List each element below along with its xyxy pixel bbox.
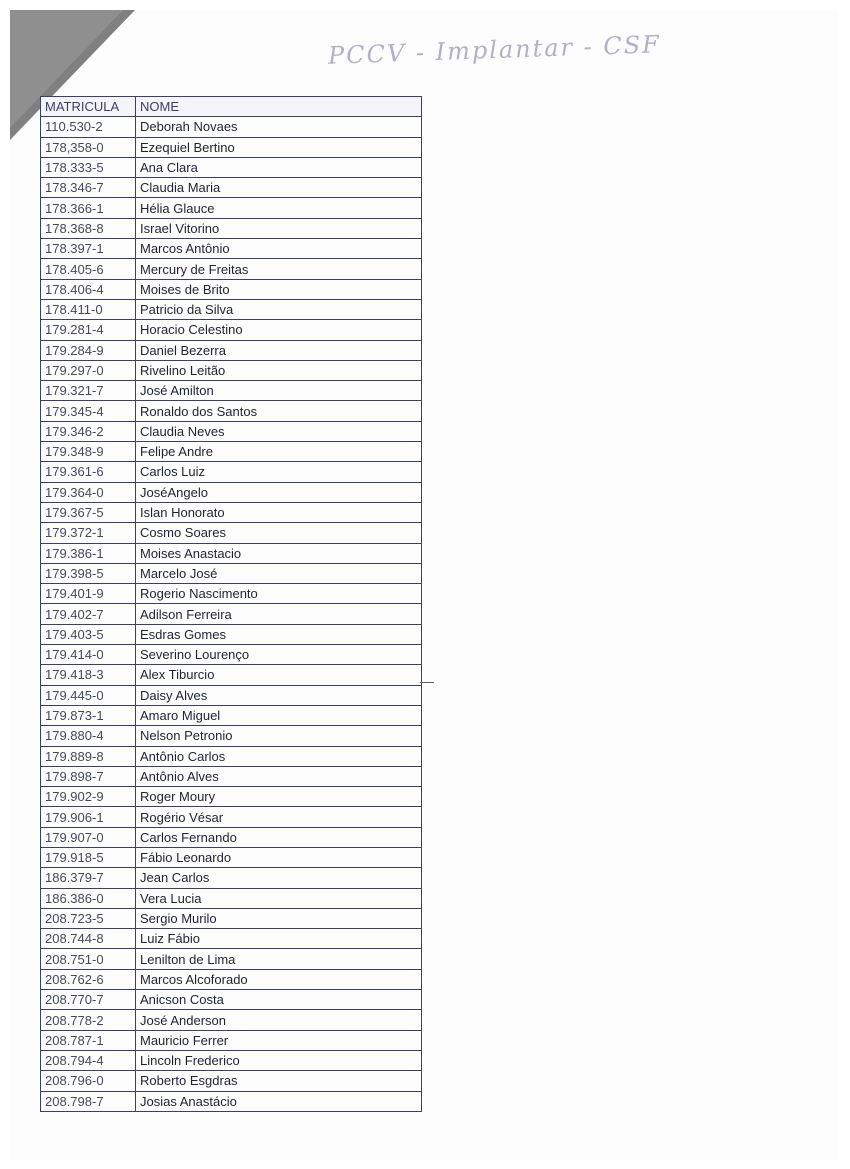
table-row [41,563,422,583]
nome-cell: Felipe Andre [136,442,422,462]
nome-cell: Rogério Vésar [136,807,422,827]
matricula-cell: 178.368-8 [41,218,136,238]
table-row [41,279,422,299]
matricula-cell: 178.333-5 [41,157,136,177]
nome-cell: José Amilton [136,381,422,401]
nome-cell: Daisy Alves [136,685,422,705]
table-row [41,827,422,847]
nome-cell: Moises Anastacio [136,543,422,563]
table-row [41,421,422,441]
matricula-cell: 208.798-7 [41,1091,136,1111]
matricula-cell: 186.386-0 [41,888,136,908]
nome-cell: Daniel Bezerra [136,340,422,360]
matricula-cell: 179.445-0 [41,685,136,705]
table-row [41,1030,422,1050]
nome-cell: Horacio Celestino [136,320,422,340]
matricula-cell: 179.361-6 [41,462,136,482]
table-row [41,746,422,766]
table-row [41,1010,422,1030]
matricula-cell: 179.386-1 [41,543,136,563]
nome-cell: Rivelino Leitão [136,360,422,380]
matricula-cell: 208.770-7 [41,990,136,1010]
table-row [41,705,422,725]
matricula-cell: 179.880-4 [41,726,136,746]
table-row [41,137,422,157]
table-row [41,787,422,807]
matricula-cell: 179.398-5 [41,563,136,583]
matricula-cell: 179.321-7 [41,381,136,401]
matricula-cell: 179.348-9 [41,442,136,462]
matricula-cell: 178.366-1 [41,198,136,218]
matricula-cell: 208.796-0 [41,1071,136,1091]
table-row [41,299,422,319]
table-row [41,543,422,563]
nome-cell: Mercury de Freitas [136,259,422,279]
table-row [41,482,422,502]
matricula-cell: 178.411-0 [41,299,136,319]
table-row [41,442,422,462]
matricula-cell: 179.906-1 [41,807,136,827]
matricula-cell: 179.345-4 [41,401,136,421]
table-row [41,766,422,786]
nome-cell: Amaro Miguel [136,705,422,725]
nome-cell: Esdras Gomes [136,624,422,644]
table-row [41,259,422,279]
matricula-cell: 179.918-5 [41,847,136,867]
table-row [41,645,422,665]
nome-cell: Nelson Petronio [136,726,422,746]
nome-cell: Adilson Ferreira [136,604,422,624]
nome-cell: Severino Lourenço [136,645,422,665]
nome-cell: Carlos Fernando [136,827,422,847]
table-row [41,624,422,644]
table-row [41,178,422,198]
nome-cell: Rogerio Nascimento [136,584,422,604]
nome-cell: Roberto Esgdras [136,1071,422,1091]
matricula-cell: 179.281-4 [41,320,136,340]
matricula-cell: 179.898-7 [41,766,136,786]
matricula-cell: 179.889-8 [41,746,136,766]
table-body [41,117,422,1112]
matricula-cell: 178.346-7 [41,178,136,198]
table-row [41,685,422,705]
nome-cell: JoséAngelo [136,482,422,502]
matricula-cell: 208.744-8 [41,929,136,949]
matricula-cell: 208.794-4 [41,1050,136,1070]
matricula-cell: 179.284-9 [41,340,136,360]
table-row [41,908,422,928]
table-row [41,1071,422,1091]
table-header-row [41,97,422,117]
matricula-cell: 208.723-5 [41,908,136,928]
matricula-cell: 208.787-1 [41,1030,136,1050]
nome-cell: Vera Lucia [136,888,422,908]
table-row [41,198,422,218]
matricula-cell: 178.406-4 [41,279,136,299]
nome-cell: Deborah Novaes [136,117,422,137]
nome-cell: Fábio Leonardo [136,847,422,867]
nome-cell: Marcos Alcoforado [136,969,422,989]
table-row [41,320,422,340]
nome-cell: Marcos Antônio [136,239,422,259]
column-header-matricula: MATRICULA [41,97,136,117]
matricula-cell: 179.873-1 [41,705,136,725]
matricula-cell: 179.902-9 [41,787,136,807]
table-row [41,462,422,482]
table-row [41,157,422,177]
nome-cell: Carlos Luiz [136,462,422,482]
matricula-cell: 179.364-0 [41,482,136,502]
employee-table [40,96,422,1112]
nome-cell: Luiz Fábio [136,929,422,949]
matricula-cell: 179.907-0 [41,827,136,847]
nome-cell: Hélia Glauce [136,198,422,218]
table-row [41,847,422,867]
nome-cell: Ezequiel Bertino [136,137,422,157]
matricula-cell: 178,358-0 [41,137,136,157]
nome-cell: Mauricio Ferrer [136,1030,422,1050]
matricula-cell: 178.405-6 [41,259,136,279]
table-row [41,360,422,380]
table-row [41,604,422,624]
table-row [41,969,422,989]
table-row [41,990,422,1010]
table-row [41,807,422,827]
nome-cell: Antônio Alves [136,766,422,786]
nome-cell: Jean Carlos [136,868,422,888]
column-header-nome: NOME [136,97,422,117]
matricula-cell: 179.401-9 [41,584,136,604]
nome-cell: Cosmo Soares [136,523,422,543]
nome-cell: Alex Tiburcio [136,665,422,685]
table-row [41,665,422,685]
nome-cell: Lenilton de Lima [136,949,422,969]
table-row [41,239,422,259]
matricula-cell: 110.530-2 [41,117,136,137]
table-row [41,1050,422,1070]
matricula-cell: 179.402-7 [41,604,136,624]
matricula-cell: 179.414-0 [41,645,136,665]
table-row [41,584,422,604]
matricula-cell: 208.751-0 [41,949,136,969]
matricula-cell: 208.762-6 [41,969,136,989]
nome-cell: Ana Clara [136,157,422,177]
nome-cell: Claudia Maria [136,178,422,198]
nome-cell: Antônio Carlos [136,746,422,766]
table-row [41,381,422,401]
matricula-cell: 179.367-5 [41,502,136,522]
matricula-cell: 178.397-1 [41,239,136,259]
table-row [41,523,422,543]
nome-cell: Ronaldo dos Santos [136,401,422,421]
nome-cell: Islan Honorato [136,502,422,522]
nome-cell: Claudia Neves [136,421,422,441]
table-row [41,340,422,360]
stray-mark [420,682,434,683]
table-row [41,218,422,238]
table-row [41,888,422,908]
matricula-cell: 186.379-7 [41,868,136,888]
table-row [41,868,422,888]
nome-cell: Israel Vitorino [136,218,422,238]
nome-cell: Lincoln Frederico [136,1050,422,1070]
matricula-cell: 179.346-2 [41,421,136,441]
nome-cell: Sergio Murilo [136,908,422,928]
table-row [41,1091,422,1111]
nome-cell: Patricio da Silva [136,299,422,319]
table-row [41,502,422,522]
handwritten-note: PCCV - Implantar - CSF [327,30,662,70]
nome-cell: Anicson Costa [136,990,422,1010]
table-row [41,949,422,969]
matricula-cell: 208.778-2 [41,1010,136,1030]
table-row [41,401,422,421]
nome-cell: Marcelo José [136,563,422,583]
matricula-cell: 179.418-3 [41,665,136,685]
table-row [41,929,422,949]
matricula-cell: 179.297-0 [41,360,136,380]
table-row [41,117,422,137]
matricula-cell: 179.403-5 [41,624,136,644]
nome-cell: Roger Moury [136,787,422,807]
nome-cell: Josias Anastácio [136,1091,422,1111]
nome-cell: Moises de Brito [136,279,422,299]
matricula-cell: 179.372-1 [41,523,136,543]
table-row [41,726,422,746]
nome-cell: José Anderson [136,1010,422,1030]
